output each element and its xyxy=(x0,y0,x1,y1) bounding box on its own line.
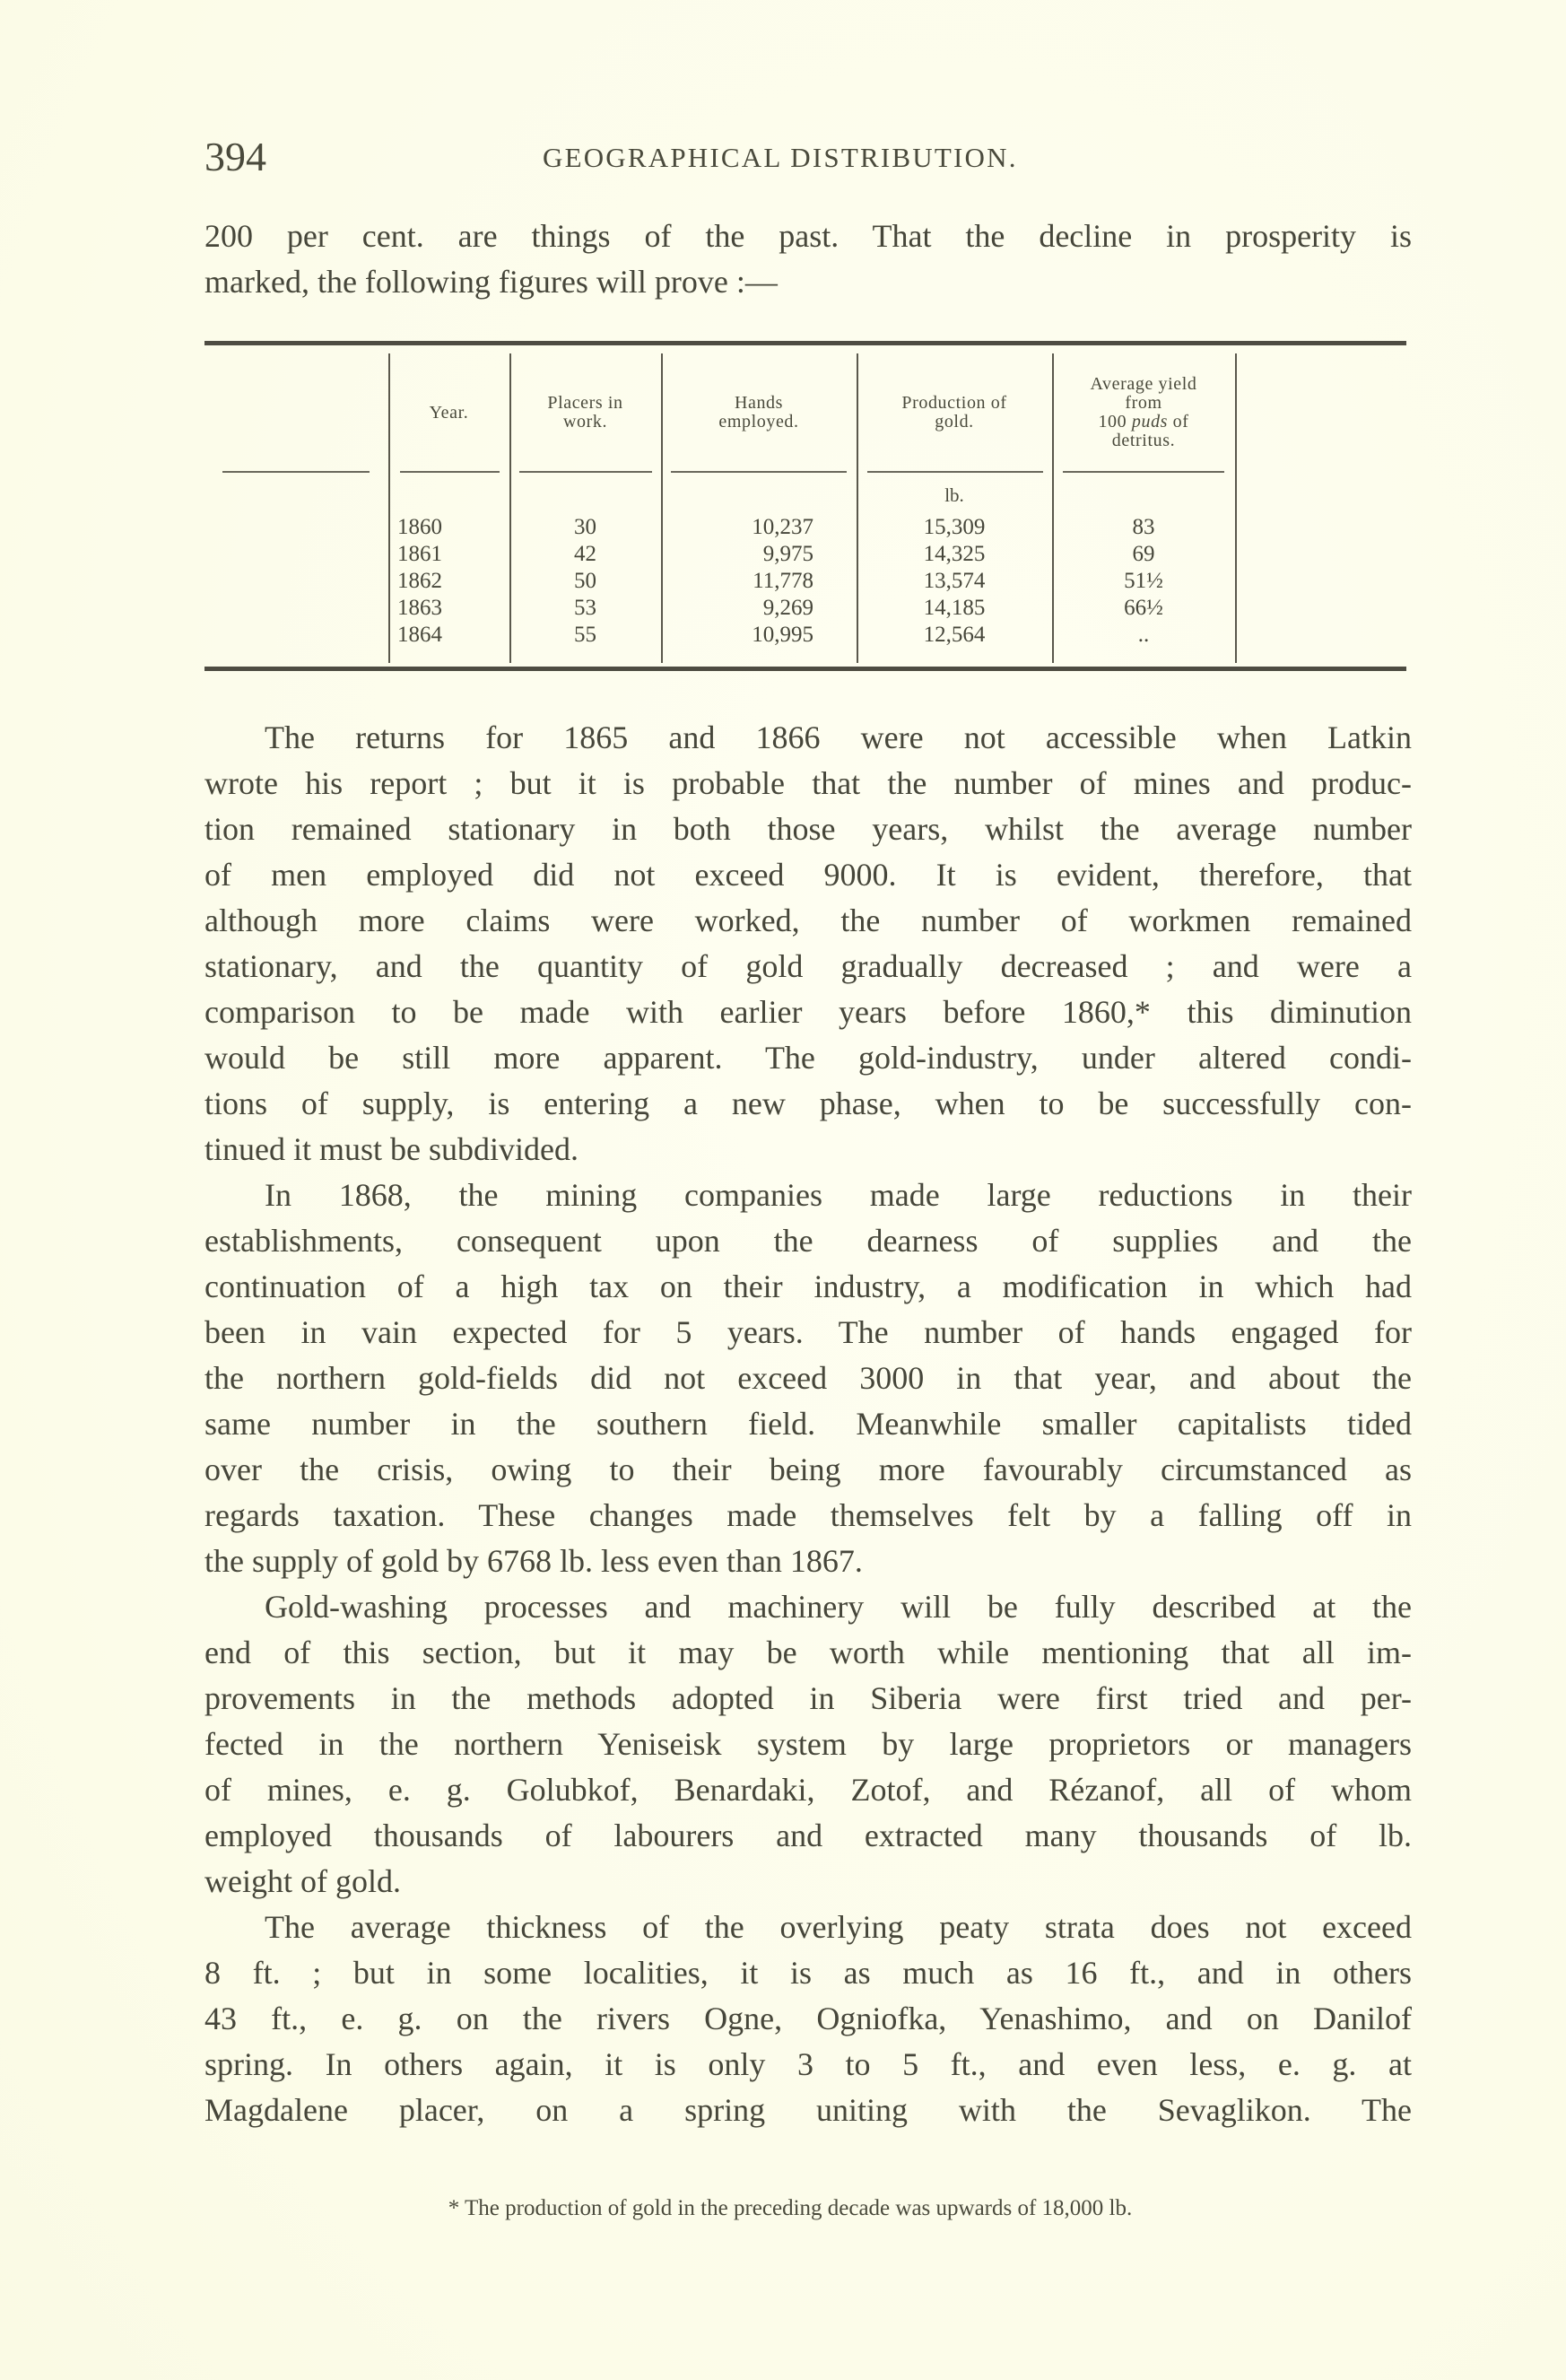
text-line: Gold-washing processes and machinery will be fully described at the xyxy=(265,1589,1412,1625)
header-underline xyxy=(867,471,1043,473)
paragraph xyxy=(204,1584,1412,1905)
text-line: the supply of gold by 6768 lb. less even than 1867. xyxy=(204,1543,863,1579)
text-line: of mines, e. g. Golubkof, Benardaki, Zotof, and Rézanof, all of whom xyxy=(204,1772,1412,1808)
cell-year: 1863 xyxy=(397,596,442,620)
header-underline xyxy=(400,471,500,473)
cell-placers: 53 xyxy=(574,596,596,620)
text-line: establishments, consequent upon the dearness of supplies and the xyxy=(204,1223,1412,1259)
cell-hands: 9,269 xyxy=(762,596,813,620)
header-underline xyxy=(671,471,847,473)
text-line: wrote his report ; but it is probable that the number of mines and produc- xyxy=(204,765,1412,801)
text-line: 8 ft. ; but in some localities, it is as much as 16 ft., and in others xyxy=(204,1955,1412,1991)
cell-placers: 55 xyxy=(574,623,596,647)
table-bottom-rule xyxy=(204,667,1406,671)
text-line: The average thickness of the overlying peaty strata does not exceed xyxy=(265,1909,1412,1945)
unit-label-lb: lb. xyxy=(944,484,964,506)
text-line: continuation of a high tax on their industry, a modification in which had xyxy=(204,1268,1412,1304)
cell-year: 1860 xyxy=(397,515,442,539)
cell-average-yield: 66½ xyxy=(1124,596,1163,620)
cell-average-yield: 51½ xyxy=(1124,569,1163,593)
text-line: the northern gold-fields did not exceed 3000 in that year, and about the xyxy=(204,1360,1412,1396)
cell-year: 1862 xyxy=(397,569,442,593)
text-line: weight of gold. xyxy=(204,1863,401,1899)
text-line: over the crisis, owing to their being more favourably circumstanced as xyxy=(204,1452,1412,1487)
cell-placers: 50 xyxy=(574,569,596,593)
text-line: tions of supply, is entering a new phase, when to be successfully con- xyxy=(204,1085,1412,1121)
text-line: same number in the southern field. Meanwhile smaller capitalists tided xyxy=(204,1406,1412,1442)
cell-average-yield: 69 xyxy=(1132,542,1155,566)
text-line: provements in the methods adopted in Siberia were first tried and per- xyxy=(204,1680,1412,1716)
cell-hands: 9,975 xyxy=(762,542,813,566)
text-line: stationary, and the quantity of gold gradually decreased ; and were a xyxy=(204,948,1412,984)
cell-production: 15,309 xyxy=(923,515,986,539)
cell-placers: 42 xyxy=(574,542,596,566)
header-underline xyxy=(519,471,652,473)
text-line: although more claims were worked, the number of workmen remained xyxy=(204,902,1412,938)
main-text xyxy=(204,715,1412,2133)
cell-hands: 11,778 xyxy=(753,569,813,593)
paragraph xyxy=(204,1905,1412,2133)
intro-paragraph xyxy=(204,214,1412,305)
cell-production: 13,574 xyxy=(923,569,986,593)
text-line: spring. In others again, it is only 3 to 5 ft., and even less, e. g. at xyxy=(204,2046,1412,2082)
cell-production: 12,564 xyxy=(923,623,986,647)
text-line: 43 ft., e. g. on the rivers Ogne, Ogniofka, Yenashimo, and on Danilof xyxy=(204,2001,1412,2036)
text-line: marked, the following figures will prove :— xyxy=(204,264,778,300)
text-line: would be still more apparent. The gold-industry, under altered condi- xyxy=(204,1040,1412,1076)
text-line: The returns for 1865 and 1866 were not accessible when Latkin xyxy=(265,719,1412,755)
cell-hands: 10,237 xyxy=(752,515,813,539)
cell-year: 1861 xyxy=(397,542,442,566)
footnote: * The production of gold in the preceding decade was upwards of 18,000 lb. xyxy=(448,2196,1133,2220)
cell-production: 14,185 xyxy=(923,596,986,620)
running-head xyxy=(204,135,1412,179)
text-line: been in vain expected for 5 years. The number of hands engaged for xyxy=(204,1314,1412,1350)
header-underline xyxy=(1063,471,1224,473)
table-top-rule xyxy=(204,341,1406,345)
column-header-hands: Hands employed. xyxy=(718,393,799,432)
column-header-production: Production of gold. xyxy=(901,393,1007,432)
header-underline xyxy=(222,471,370,473)
text-line: tinued it must be subdivided. xyxy=(204,1131,579,1167)
text-line: 200 per cent. are things of the past. That the decline in prosperity is xyxy=(204,218,1412,254)
paragraph xyxy=(204,1173,1412,1584)
page-number: 394 xyxy=(204,134,266,179)
paragraph xyxy=(204,715,1412,1173)
text-line: fected in the northern Yeniseisk system by large proprietors or managers xyxy=(204,1726,1412,1762)
text-line: regards taxation. These changes made themselves felt by a falling off in xyxy=(204,1497,1412,1533)
cell-average-yield: 83 xyxy=(1132,515,1155,539)
cell-hands: 10,995 xyxy=(752,623,813,647)
text-line: Magdalene placer, on a spring uniting with the Sevaglikon. The xyxy=(204,2092,1412,2128)
running-title: GEOGRAPHICAL DISTRIBUTION. xyxy=(543,142,1018,173)
column-header-year: Year. xyxy=(429,402,469,423)
text-line: employed thousands of labourers and extracted many thousands of lb. xyxy=(204,1818,1412,1853)
column-header-placers: Placers in work. xyxy=(547,393,623,432)
column-header-average-yield: Average yield from 100 puds of detritus. xyxy=(1090,374,1197,450)
text-line: of men employed did not exceed 9000. It is evident, therefore, that xyxy=(204,857,1412,893)
cell-placers: 30 xyxy=(574,515,596,539)
text-line: end of this section, but it may be worth while mentioning that all im- xyxy=(204,1635,1412,1670)
column-divider xyxy=(1235,353,1237,663)
text-line: In 1868, the mining companies made large reductions in their xyxy=(265,1177,1412,1213)
gold-production-table xyxy=(204,341,1406,673)
cell-production: 14,325 xyxy=(923,542,986,566)
cell-year: 1864 xyxy=(397,623,442,647)
text-line: comparison to be made with earlier years before 1860,* this diminution xyxy=(204,994,1412,1030)
cell-average-yield: .. xyxy=(1137,623,1150,647)
text-line: tion remained stationary in both those years, whilst the average number xyxy=(204,811,1412,847)
